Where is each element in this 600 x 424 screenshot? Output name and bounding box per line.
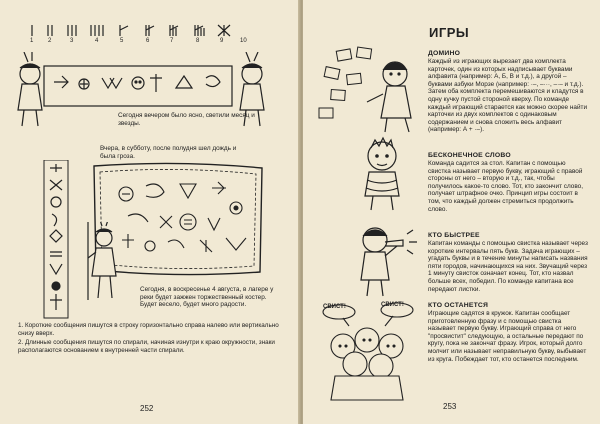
number-label: 1 (30, 38, 34, 44)
number-label: 4 (95, 38, 99, 44)
section-heading: КТО ОСТАНЕТСЯ (428, 302, 489, 309)
bound-kid-illustration (347, 136, 417, 212)
note-item: 2. Длинные сообщения пишутся по спирали, начиная изнутри к краю окружности, знаки располагаются основанием к внутренней части спирали. (18, 339, 275, 354)
section-text: Играющие садятся в кружок. Капитан сообщает приготовленную фразу и с помощью свистка называет первую букву. Играющий справа от него "просвистит" следующую, а остальные передают по кругу, пока не закончат фразу. Игрок, который долго молчит или называет неправильную букву, выбывает из круга. Побеждает тот, кто останется последним. (428, 310, 587, 363)
right-page (303, 0, 600, 424)
section-text: Каждый из играющих вырезает два комплекта карточек, один из которых надписывает буквами алфавита (например: А, Б, В и т.д.), а другой – буквами азбуки Морзе (например: ·–, –···, –·– и т.д.). Затем оба комплекта перемешиваются и кладутся в одну кучку пустой стороной кверху. По команде каждый играющий старается как можно скорее найти карточки из двух комплектов с одинаковым содержанием и снова сложить весь алфавит (например: А + ·–). (428, 58, 588, 134)
indian-kid-illustration (82, 222, 128, 302)
notes-list (18, 322, 283, 356)
section-heading: БЕСКОНЕЧНОЕ СЛОВО (428, 152, 511, 159)
group-kids-illustration (313, 302, 423, 402)
speech-bubble-left: СВИСТ! (323, 304, 346, 310)
whistle-kid-illustration (347, 222, 421, 298)
number-label: 10 (240, 38, 247, 44)
number-label: 9 (220, 38, 224, 44)
domino-illustration (317, 44, 427, 134)
number-label: 7 (170, 38, 174, 44)
section-text: Команда садится за стол. Капитан с помощью свистка называет первую букву, играющий с правой стороны от него – вторую и т.д., так, чтобы получилось какое-то слово. Тот, кто закончит слово, получает штрафное очко. Принцип игры состоит в том, что каждый должен стремиться продолжить слово. (428, 160, 583, 213)
caption-bottom: Сегодня, в воскресенье 4 августа, в лагере у реки будет зажжен торжественный костер. Будет весело, будет много радости. (140, 286, 274, 309)
number-label: 2 (48, 38, 52, 44)
section-heading: КТО БЫСТРЕЕ (428, 232, 480, 239)
caption-top: Сегодня вечером было ясно, светили месяц и звезды. (118, 112, 255, 127)
page-title: ИГРЫ (429, 25, 470, 40)
vertical-symbol-column (42, 160, 72, 320)
note-item: 1. Короткие сообщения пишутся в строку горизонтально справа налево или вертикально снизу вверх. (18, 322, 279, 337)
page-number-left: 252 (140, 404, 154, 413)
section-heading: ДОМИНО (428, 50, 461, 57)
number-label: 5 (120, 38, 124, 44)
number-label: 3 (70, 38, 74, 44)
speech-bubble-right: СВИСТ! (381, 302, 404, 308)
symbol-numbers-row (28, 22, 238, 40)
caption-mid: Вчера, в субботу, после полудня шел дождь и была гроза. (100, 145, 237, 160)
page-number-right: 253 (443, 402, 457, 411)
number-label: 6 (146, 38, 150, 44)
section-text: Капитан команды с помощью свистка называет через короткие интервалы пять букв. Задача играющих – угадать буквы и в течение минуты написать названия пяти городов, начинающихся на них. Звучащий через 1 минуту свисток означает конец. Тот, кто назвал больше всех, победил. По команде капитана все передают листки. (428, 240, 588, 293)
number-label: 8 (196, 38, 200, 44)
